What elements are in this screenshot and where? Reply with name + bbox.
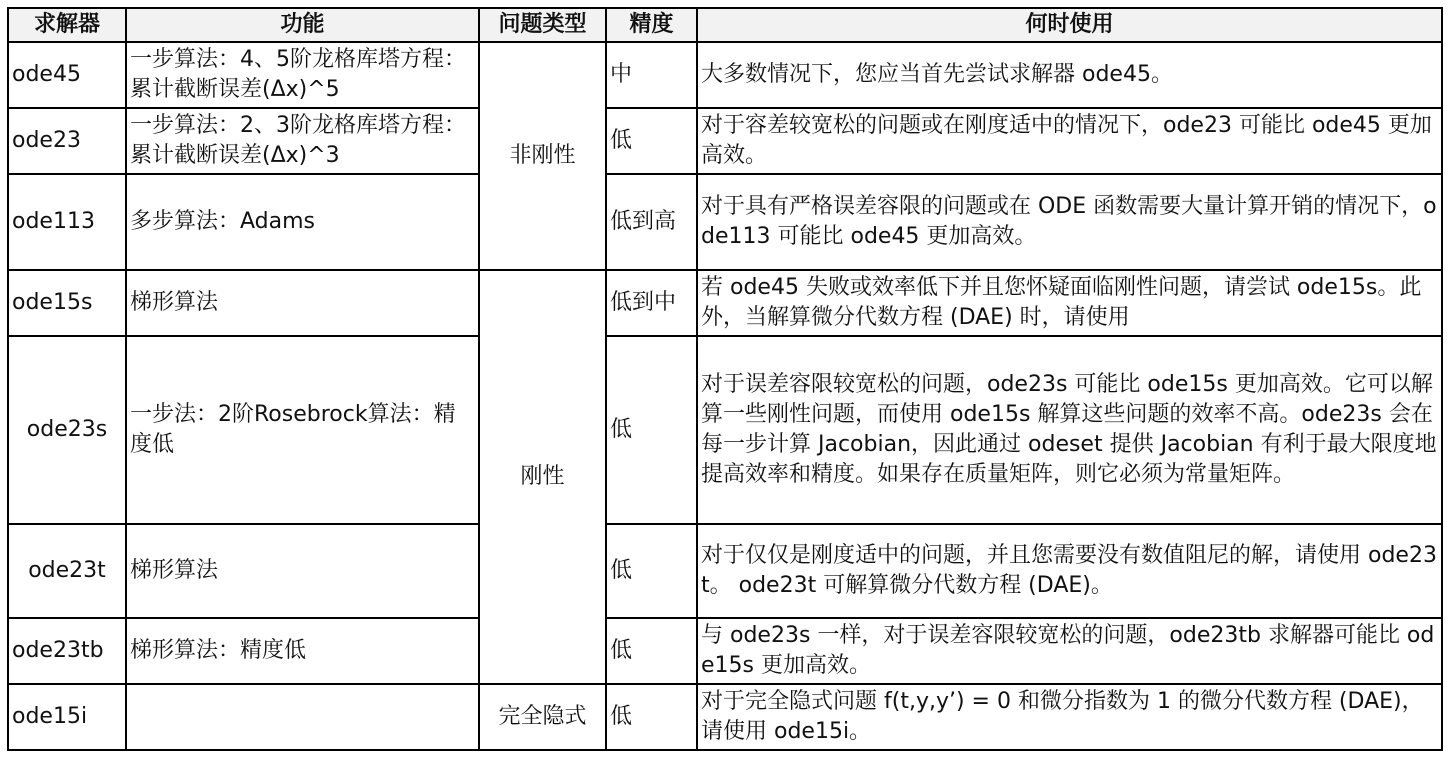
usage-cell: 与 ode23s 一样，对于误差容限较宽松的问题，ode23tb 求解器可能比 ode15s 更加高效。 <box>697 618 1442 684</box>
ode-solver-table <box>7 7 1443 751</box>
function-cell: 一步算法：4、5阶龙格库塔方程：累计截断误差(Δx)^5 <box>126 42 479 108</box>
header-when-to-use: 何时使用 <box>697 8 1442 42</box>
solver-cell: ode23tb <box>8 618 126 684</box>
function-cell: 一步算法：2、3阶龙格库塔方程：累计截断误差(Δx)^3 <box>126 108 479 174</box>
table-row <box>8 524 1442 618</box>
solver-cell: ode15i <box>8 684 126 750</box>
precision-cell: 低到高 <box>606 174 697 270</box>
usage-cell: 若 ode45 失败或效率低下并且您怀疑面临刚性问题，请尝试 ode15s。此外，当解算微分代数方程 (DAE) 时，请使用 <box>697 270 1442 336</box>
precision-cell: 低 <box>606 618 697 684</box>
problem-type-cell: 完全隐式 <box>479 684 606 750</box>
header-row <box>8 8 1442 42</box>
solver-cell: ode45 <box>8 42 126 108</box>
precision-cell: 低 <box>606 684 697 750</box>
header-solver: 求解器 <box>8 8 126 42</box>
usage-cell: 对于仅仅是刚度适中的问题，并且您需要没有数值阻尼的解，请使用 ode23t。 ode23t 可解算微分代数方程 (DAE)。 <box>697 524 1442 618</box>
precision-cell: 低 <box>606 336 697 524</box>
table-row <box>8 108 1442 174</box>
header-function: 功能 <box>126 8 479 42</box>
precision-cell: 低 <box>606 524 697 618</box>
function-cell <box>126 684 479 750</box>
problem-type-cell: 非刚性 <box>479 42 606 270</box>
function-cell: 一步法：2阶Rosebrock算法：精度低 <box>126 336 479 524</box>
function-cell: 梯形算法：精度低 <box>126 618 479 684</box>
table-row <box>8 42 1442 108</box>
function-cell: 梯形算法 <box>126 524 479 618</box>
table-row <box>8 618 1442 684</box>
solver-cell: ode23 <box>8 108 126 174</box>
precision-cell: 中 <box>606 42 697 108</box>
header-precision: 精度 <box>606 8 697 42</box>
function-cell: 多步算法：Adams <box>126 174 479 270</box>
table-row <box>8 174 1442 270</box>
usage-cell: 对于完全隐式问题 f(t,y,y’) = 0 和微分指数为 1 的微分代数方程 (DAE)，请使用 ode15i。 <box>697 684 1442 750</box>
solver-cell: ode23s <box>8 336 126 524</box>
header-problem-type: 问题类型 <box>479 8 606 42</box>
solver-cell: ode113 <box>8 174 126 270</box>
usage-cell: 大多数情况下，您应当首先尝试求解器 ode45。 <box>697 42 1442 108</box>
precision-cell: 低到中 <box>606 270 697 336</box>
usage-cell: 对于误差容限较宽松的问题，ode23s 可能比 ode15s 更加高效。它可以解算一些刚性问题，而使用 ode15s 解算这些问题的效率不高。ode23s 会在每一步计算 Jacobian，因此通过 odeset 提供 Jacobian 有利于最大限度地提高效率和精度。如果存在质量矩阵，则它必须为常量矩阵。 <box>697 336 1442 524</box>
table-row <box>8 336 1442 524</box>
function-cell: 梯形算法 <box>126 270 479 336</box>
precision-cell: 低 <box>606 108 697 174</box>
usage-cell: 对于具有严格误差容限的问题或在 ODE 函数需要大量计算开销的情况下，ode113 可能比 ode45 更加高效。 <box>697 174 1442 270</box>
solver-cell: ode15s <box>8 270 126 336</box>
problem-type-cell: 刚性 <box>479 270 606 684</box>
table-row <box>8 270 1442 336</box>
usage-cell: 对于容差较宽松的问题或在刚度适中的情况下，ode23 可能比 ode45 更加高效。 <box>697 108 1442 174</box>
table-row <box>8 684 1442 750</box>
solver-cell: ode23t <box>8 524 126 618</box>
